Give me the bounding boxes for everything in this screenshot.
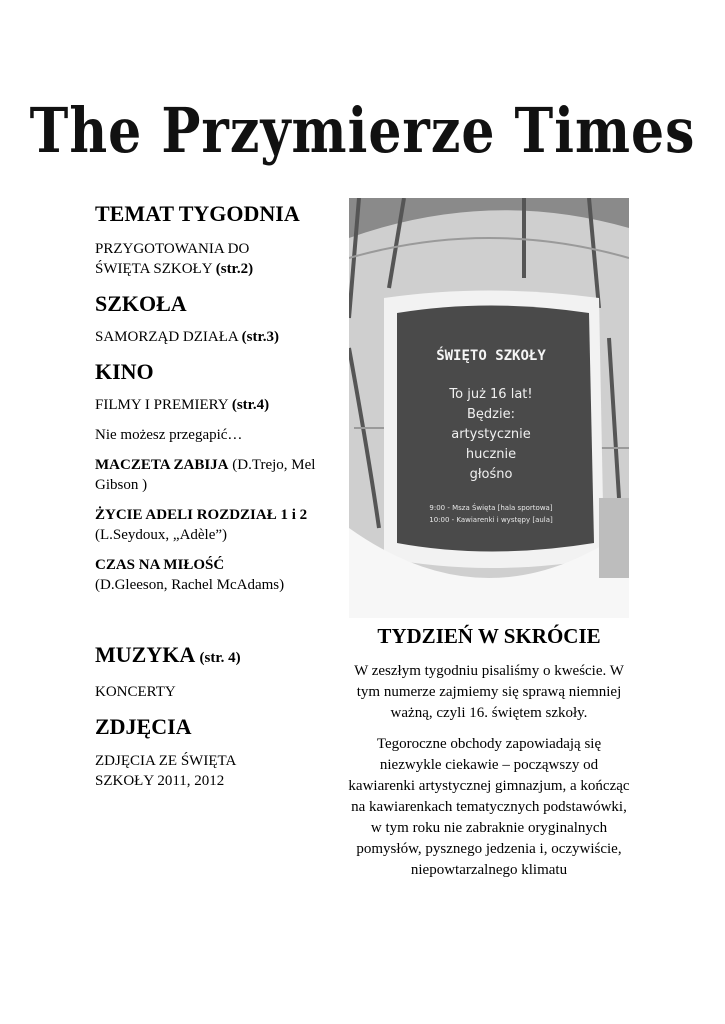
school-board-photo — [349, 198, 629, 618]
board-line: Będzie: — [467, 407, 515, 422]
section-kino — [95, 358, 335, 595]
muzyka-heading: MUZYKA — [95, 642, 194, 667]
side-bench — [599, 498, 629, 578]
board-line: hucznie — [465, 447, 517, 462]
muzyka-line1: KONCERTY — [95, 684, 176, 700]
section-heading-szkola: SZKOŁA — [95, 291, 187, 316]
photo-scene — [349, 198, 629, 618]
film-title: CZAS NA MIŁOŚĆ — [95, 557, 225, 573]
section-text-szkola — [95, 327, 335, 347]
section-text-temat — [95, 239, 335, 279]
film-cast: (D.Trejo, Mel Gibson ) — [95, 457, 316, 493]
film-cast: (L.Seydoux, „Adèle”) — [95, 527, 228, 543]
right-paragraph-2: Tegoroczne obchody zapowiadają się niezwykle ciekawie – począwszy od kawiarenki artystycznej gimnazjum, a kończąc na kawiarenkach tematycznych podstawówki, w tym roku nie zabraknie oryginalnych pomysłów, pysznego jedzenia i, oczywiście, niepowtarzalnego klimatu — [348, 736, 630, 878]
section-heading-temat: TEMAT TYGODNIA — [95, 201, 300, 226]
kino-line1: FILMY I PREMIERY — [95, 397, 229, 413]
section-heading-muzyka — [95, 641, 335, 672]
section-muzyka — [95, 641, 335, 702]
section-temat — [95, 200, 335, 279]
section-text-zdjecia — [95, 751, 335, 791]
board-line: artystycznie — [451, 427, 531, 442]
szkola-ref: (str.3) — [241, 329, 280, 345]
kino-ref: (str.4) — [231, 397, 270, 413]
kino-intro: Nie możesz przegapić… — [95, 427, 243, 443]
temat-ref: (str.2) — [215, 261, 254, 277]
right-paragraph-1: W zeszłym tygodniu pisaliśmy o kweście. W tym numerze zajmiemy się sprawą niemniej ważną, czyli 16. świętem szkoły. — [354, 663, 624, 721]
film-cast: (D.Gleeson, Rachel McAdams) — [95, 577, 285, 593]
board-footer: 9:00 - Msza Święta [hala sportowa] — [429, 504, 553, 512]
section-szkola — [95, 290, 335, 347]
left-column — [95, 200, 335, 791]
masthead-title: The Przymierze Times — [29, 95, 696, 168]
temat-line1: PRZYGOTOWANIA DO — [95, 241, 250, 257]
film-title: ŻYCIE ADELI ROZDZIAŁ 1 i 2 — [95, 507, 308, 523]
section-heading-kino: KINO — [95, 359, 154, 384]
szkola-line1: SAMORZĄD DZIAŁA — [95, 329, 238, 345]
board-line: głośno — [469, 467, 513, 482]
masthead — [0, 92, 725, 172]
section-zdjecia — [95, 713, 335, 791]
film-item — [95, 505, 335, 545]
section-text-kino — [95, 395, 335, 415]
muzyka-ref: (str. 4) — [199, 650, 241, 666]
right-column — [345, 622, 633, 881]
board-line: To już 16 lat! — [449, 387, 533, 402]
film-title: MACZETA ZABIJA — [95, 457, 229, 473]
board-title: ŚWIĘTO SZKOŁY — [436, 348, 546, 364]
film-item — [95, 555, 335, 595]
right-heading: TYDZIEŃ W SKRÓCIE — [377, 624, 601, 648]
zdjecia-line1: ZDJĘCIA ZE ŚWIĘTA — [95, 753, 237, 769]
zdjecia-line2: SZKOŁY 2011, 2012 — [95, 773, 225, 789]
temat-line2: ŚWIĘTA SZKOŁY — [95, 261, 212, 277]
board-footer: 10:00 - Kawiarenki i występy [aula] — [429, 516, 553, 524]
film-item — [95, 455, 335, 495]
section-heading-zdjecia: ZDJĘCIA — [95, 714, 192, 739]
